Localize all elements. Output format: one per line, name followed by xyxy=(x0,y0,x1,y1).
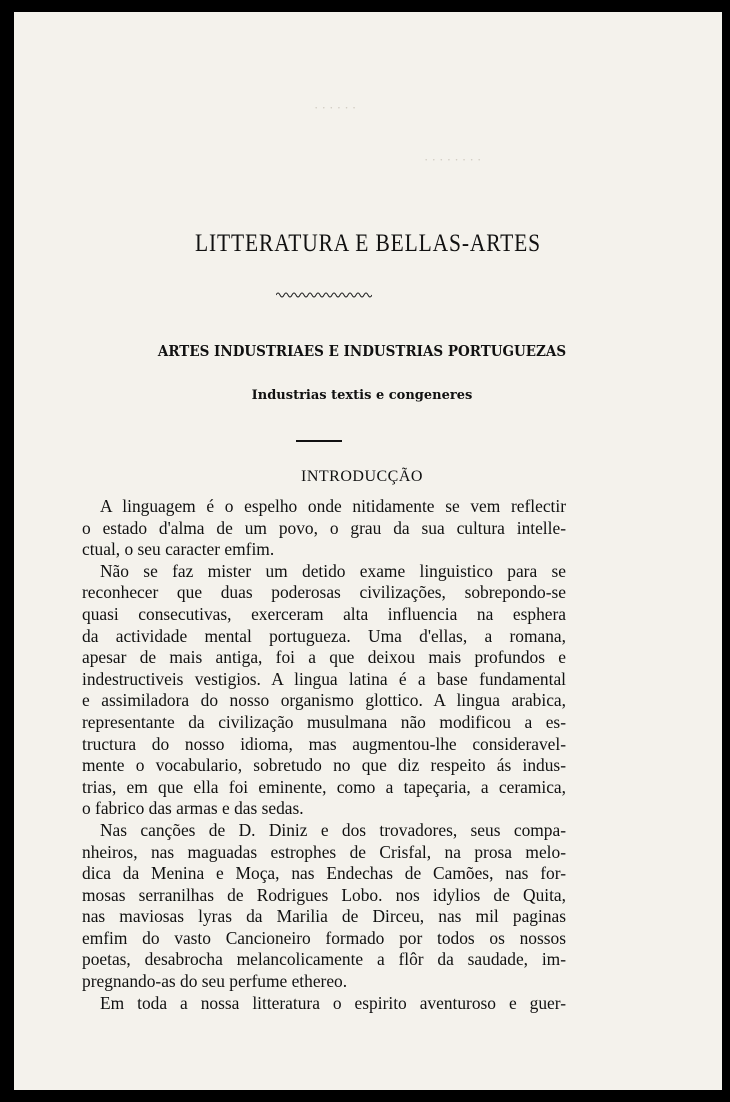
text-line: Em toda a nossa litteratura o espirito aventuroso e guer- xyxy=(100,992,566,1013)
text-line: mente o vocabulario, sobretudo no que diz respeito ás indus- xyxy=(82,755,566,776)
section-title: LITTERATURA E BELLAS-ARTES xyxy=(195,230,541,257)
text-line: poetas, desabrocha melancolicamente a flôr da saudade, im- xyxy=(82,949,566,970)
text-line: nheiros, nas maguadas estrophes de Crisfal, na prosa melo- xyxy=(82,841,566,862)
text-line: o fabrico das armas e das sedas. xyxy=(82,798,304,819)
text-line: Não se faz mister um detido exame linguistico para se xyxy=(100,560,566,581)
text-line: reconhecer que duas poderosas civilizações, sobrepondo-se xyxy=(82,582,566,603)
text-line: o estado d'alma de um povo, o grau da sua cultura intelle- xyxy=(82,517,566,538)
section-heading: INTRODUCÇÃO xyxy=(301,468,423,485)
text-line: trias, em que ella foi eminente, como a tapeçaria, a ceramica, xyxy=(82,776,566,797)
text-line: indestructiveis vestigios. A lingua latina é a base fundamental xyxy=(82,668,566,689)
text-line: emfim do vasto Cancioneiro formado por todos os nossos xyxy=(82,927,566,948)
text-line: e assimiladora do nosso organismo glottico. A lingua arabica, xyxy=(82,690,566,711)
article-title: ARTES INDUSTRIAES E INDUSTRIAS PORTUGUEZAS xyxy=(157,343,567,360)
text-line: tructura do nosso idioma, mas augmentou-lhe consideravel- xyxy=(82,733,566,754)
text-line: mosas serranilhas de Rodrigues Lobo. nos idylios de Quita, xyxy=(82,884,566,905)
text-line: Nas canções de D. Diniz e dos trovadores, seus compa- xyxy=(100,819,566,840)
heading-rule xyxy=(296,440,342,442)
text-line: pregnando-as do seu perfume ethereo. xyxy=(82,971,348,992)
ornament-divider xyxy=(276,291,372,299)
article-subtitle: Industrias textis e congeneres xyxy=(251,388,473,403)
text-line: quasi consecutivas, exerceram alta influencia na esphera xyxy=(82,603,566,624)
text-line: representante da civilização musulmana não modificou a es- xyxy=(82,711,566,732)
text-line: da actividade mental portugueza. Uma d'ellas, a romana, xyxy=(82,625,566,646)
text-line: ctual, o seu caracter emfim. xyxy=(82,539,275,560)
text-line: nas maviosas lyras da Marilia de Dirceu, nas mil paginas xyxy=(82,906,566,927)
text-line: apesar de mais antiga, foi a que deixou mais profundos e xyxy=(82,647,566,668)
book-page: · · · · · · · · · · · · · · LITTERATURA E BELLAS-ARTES ARTES INDUSTRIAES E INDUSTRIAS PORTUGUEZAS Industrias textis e congeneres INTRODUCÇÃO A linguagem é o espelho onde nitidamente se vem reflectir o estado d'alma de um povo, o grau da sua cultura intelle- ctual, o seu caracter emfim. Não se faz mister um detido exame linguistico para se reconhecer que duas poderosas civilizações, sobrepondo-se quasi consecutivas, exerceram alta influencia na esphera da actividade mental portugueza. Uma d'ellas, a romana, apesar de mais antiga, foi a que deixou mais profundos e indestructiveis vestigios. A lingua latina é a base fundamental e assimiladora do nosso organismo glottico. A lingua arabica, representante da civilização musulmana não modificou a es- tructura do nosso idioma, mas augmentou-lhe consideravel- mente o vocabulario, sobretudo no que diz respeito ás indus- trias, em que ella foi eminente, como a tapeçaria, a ceramica, o fabrico das armas e das sedas. Nas canções de D. Diniz e dos trovadores, seus compa- nheiros, nas maguadas estrophes de Crisfal, na prosa melo- dica da Menina e Moça, nas Endechas de Camões, nas for- mosas serranilhas de Rodrigues Lobo. nos idylios de Quita, nas maviosas lyras da Marilia de Dirceu, nas mil paginas emfim do vasto Cancioneiro formado por todos os nossos poetas, desabrocha melancolicamente a flôr da saudade, im- pregnando-as do seu perfume ethereo. Em toda a nossa litteratura o espirito aventuroso e guer- xyxy=(14,12,722,1090)
text-line: dica da Menina e Moça, nas Endechas de Camões, nas for- xyxy=(82,863,566,884)
text-line: A linguagem é o espelho onde nitidamente se vem reflectir xyxy=(100,496,566,516)
body-text xyxy=(82,496,566,1014)
